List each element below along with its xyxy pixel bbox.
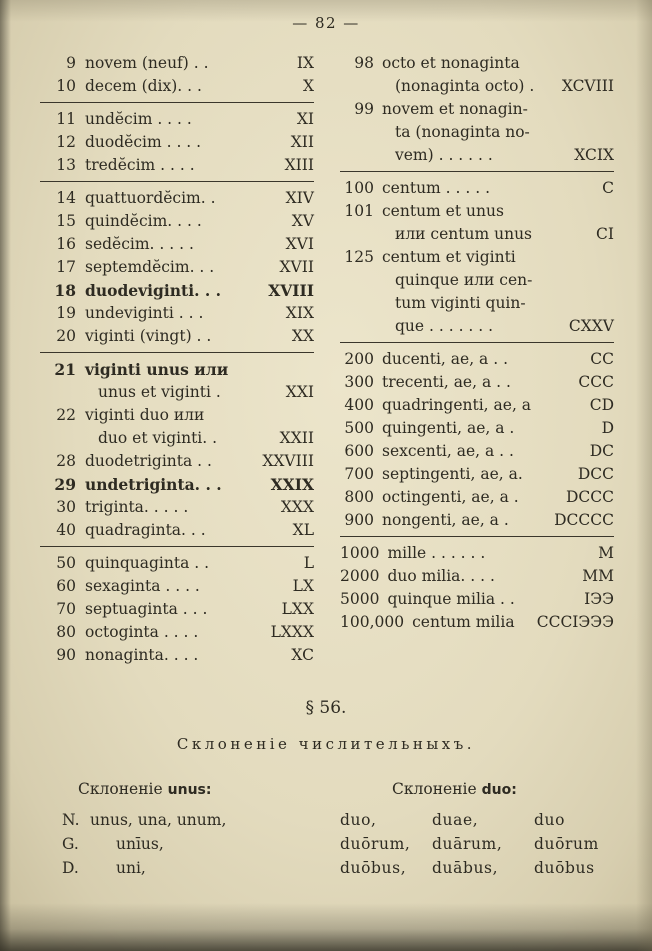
arabic-number: 90 bbox=[56, 646, 76, 664]
arabic-number: 600 bbox=[344, 442, 374, 460]
declension-row-duo bbox=[340, 856, 614, 880]
roman-numeral: XIV bbox=[285, 189, 314, 207]
latin-numeral-text: quadringenti, ae, a bbox=[382, 396, 532, 414]
arabic-number: 101 bbox=[344, 202, 374, 220]
numeral-row bbox=[40, 108, 314, 131]
arabic-number: 125 bbox=[344, 248, 374, 266]
arabic-number: 60 bbox=[56, 577, 76, 595]
roman-numeral: C bbox=[602, 179, 614, 197]
arabic-number: 100,000 bbox=[340, 613, 405, 631]
roman-numeral: XVI bbox=[285, 235, 314, 253]
numeral-row bbox=[340, 509, 614, 537]
latin-numeral-text: trecenti, ae, a . . bbox=[382, 373, 511, 391]
arabic-number: 2000 bbox=[340, 567, 380, 585]
roman-numeral: IX bbox=[296, 54, 314, 72]
latin-numeral-text: tum viginti quin- bbox=[395, 294, 526, 312]
arabic-number: 13 bbox=[56, 156, 76, 174]
roman-numeral: XII bbox=[290, 133, 314, 151]
latin-numeral-text: centum et viginti bbox=[382, 248, 516, 266]
numeral-row bbox=[40, 131, 314, 154]
numeral-row bbox=[40, 233, 314, 256]
latin-numeral-text: nongenti, ae, a . bbox=[382, 511, 509, 529]
declension-duo-column bbox=[340, 777, 614, 880]
roman-numeral: XIX bbox=[285, 304, 314, 322]
latin-numeral-text: undeviginti . . . bbox=[85, 304, 204, 322]
arabic-number: 700 bbox=[344, 465, 374, 483]
roman-numeral: XC bbox=[291, 646, 314, 664]
roman-numeral: XXI bbox=[285, 383, 314, 401]
roman-numeral: XI bbox=[296, 110, 314, 128]
numeral-row bbox=[340, 98, 614, 121]
declension-row-unus bbox=[40, 856, 314, 880]
numeral-row bbox=[340, 246, 614, 269]
numeral-row bbox=[40, 404, 314, 427]
latin-numeral-text: undetriginta. . . bbox=[85, 475, 222, 494]
numeral-row bbox=[40, 381, 314, 404]
numeral-row bbox=[340, 348, 614, 371]
case-label: D. bbox=[62, 859, 79, 877]
numeral-row bbox=[40, 75, 314, 103]
arabic-number: 15 bbox=[56, 212, 76, 230]
latin-numeral-text: novem et nonagin- bbox=[382, 100, 528, 118]
roman-numeral: DCCCC bbox=[554, 511, 614, 529]
duo-form-neuter: duo bbox=[534, 811, 566, 829]
latin-numeral-text: nonaginta. . . . bbox=[85, 646, 199, 664]
arabic-number: 1000 bbox=[340, 544, 380, 562]
roman-numeral: M bbox=[598, 544, 614, 562]
latin-numeral-text: viginti (vingt) . . bbox=[85, 327, 212, 345]
latin-numeral-text: decem (dix). . . bbox=[85, 77, 202, 95]
roman-numeral: CI bbox=[596, 225, 614, 243]
latin-numeral-text: mille . . . . . . bbox=[387, 544, 486, 562]
numeral-row bbox=[40, 325, 314, 353]
declension-lemma-unus: unus: bbox=[167, 782, 212, 798]
numeral-row bbox=[340, 315, 614, 343]
latin-numeral-text: quinque milia . . bbox=[387, 590, 515, 608]
arabic-number: 300 bbox=[344, 373, 374, 391]
roman-numeral: XVIII bbox=[268, 281, 314, 300]
page-number: — 82 — bbox=[292, 14, 360, 32]
numeral-row bbox=[340, 75, 614, 98]
roman-numeral: XIII bbox=[284, 156, 314, 174]
latin-numeral-text: sexaginta . . . . bbox=[85, 577, 200, 595]
latin-numeral-text: sedĕcim. . . . . bbox=[85, 235, 194, 253]
roman-numeral: X bbox=[302, 77, 314, 95]
numeral-row bbox=[340, 463, 614, 486]
numeral-row bbox=[340, 144, 614, 172]
arabic-number: 20 bbox=[56, 327, 76, 345]
latin-numeral-text: septemdĕcim. . . bbox=[85, 258, 215, 276]
latin-numeral-text: undĕcim . . . . bbox=[85, 110, 192, 128]
roman-numeral: DCCC bbox=[565, 488, 614, 506]
numeral-row bbox=[40, 519, 314, 547]
numeral-row bbox=[340, 611, 614, 634]
arabic-number: 11 bbox=[56, 110, 76, 128]
latin-numeral-text: duodeviginti. . . bbox=[85, 281, 222, 300]
latin-numeral-text: ducenti, ae, a . . bbox=[382, 350, 508, 368]
roman-numeral: D bbox=[601, 419, 614, 437]
arabic-number: 17 bbox=[56, 258, 76, 276]
duo-form-masculine: duo, bbox=[340, 811, 377, 829]
latin-numeral-text: или centum unus bbox=[395, 225, 533, 243]
declension-row-duo bbox=[340, 832, 614, 856]
numeral-row bbox=[40, 52, 314, 75]
roman-numeral: IЭЭ bbox=[584, 590, 614, 608]
latin-numeral-text: octingenti, ae, a . bbox=[382, 488, 519, 506]
latin-numeral-text: ta (nonaginta no- bbox=[395, 123, 530, 141]
numeral-row bbox=[340, 223, 614, 246]
declension-row-unus bbox=[40, 832, 314, 856]
roman-numeral: XXVIII bbox=[262, 452, 314, 470]
latin-numeral-text: triginta. . . . . bbox=[85, 498, 189, 516]
numeral-row bbox=[340, 565, 614, 588]
arabic-number: 30 bbox=[56, 498, 76, 516]
roman-numeral: XXII bbox=[279, 429, 314, 447]
arabic-number: 50 bbox=[56, 554, 76, 572]
latin-numeral-text: quadraginta. . . bbox=[85, 521, 206, 539]
numeral-row bbox=[340, 371, 614, 394]
numeral-row bbox=[40, 154, 314, 182]
roman-numeral: XV bbox=[291, 212, 314, 230]
latin-numeral-text: duo milia. . . . bbox=[387, 567, 495, 585]
numeral-row bbox=[40, 187, 314, 210]
numeral-row bbox=[40, 279, 314, 302]
numeral-row bbox=[40, 598, 314, 621]
duo-form-masculine: duōrum, bbox=[340, 835, 411, 853]
numeral-row bbox=[340, 269, 614, 292]
arabic-number: 400 bbox=[344, 396, 374, 414]
latin-numeral-text: viginti unus или bbox=[85, 360, 229, 379]
arabic-number: 70 bbox=[56, 600, 76, 618]
latin-numeral-text: octo et nonaginta bbox=[382, 54, 520, 72]
latin-numeral-text: viginti duo или bbox=[85, 406, 205, 424]
numerals-left-column bbox=[40, 52, 314, 667]
duo-form-neuter: duōbus bbox=[534, 859, 595, 877]
declension-unus-column bbox=[40, 777, 314, 880]
arabic-number: 500 bbox=[344, 419, 374, 437]
numerals-table bbox=[0, 32, 652, 667]
declension-header-label: Склоненіе bbox=[392, 780, 477, 798]
roman-numeral: CXXV bbox=[568, 317, 614, 335]
latin-numeral-text: quinque или cen- bbox=[395, 271, 533, 289]
numeral-row bbox=[40, 450, 314, 473]
section-title: Склоненіе числительныхъ. bbox=[176, 735, 476, 753]
arabic-number: 29 bbox=[54, 475, 76, 494]
roman-numeral: MM bbox=[582, 567, 614, 585]
arabic-number: 12 bbox=[56, 133, 76, 151]
roman-numeral: XXIX bbox=[270, 475, 314, 494]
numeral-row bbox=[340, 394, 614, 417]
numeral-row bbox=[40, 621, 314, 644]
arabic-number: 21 bbox=[54, 360, 76, 379]
numeral-row bbox=[340, 417, 614, 440]
latin-numeral-text: (nonaginta octo) . bbox=[395, 77, 535, 95]
numeral-row bbox=[40, 358, 314, 381]
latin-numeral-text: septuaginta . . . bbox=[85, 600, 208, 618]
duo-form-feminine: duārum, bbox=[432, 835, 503, 853]
unus-form: unus, una, unum, bbox=[90, 811, 227, 829]
duo-form-masculine: duōbus, bbox=[340, 859, 407, 877]
arabic-number: 200 bbox=[344, 350, 374, 368]
latin-numeral-text: quinquaginta . . bbox=[85, 554, 210, 572]
unus-form: uni, bbox=[116, 859, 146, 877]
numeral-row bbox=[40, 575, 314, 598]
roman-numeral: XVII bbox=[279, 258, 314, 276]
numeral-row bbox=[340, 200, 614, 223]
arabic-number: 10 bbox=[56, 77, 76, 95]
latin-numeral-text: tredĕcim . . . . bbox=[85, 156, 195, 174]
roman-numeral: XL bbox=[292, 521, 314, 539]
latin-numeral-text: duodetriginta . . bbox=[85, 452, 212, 470]
section-heading-block bbox=[0, 698, 652, 753]
arabic-number: 900 bbox=[344, 511, 374, 529]
numeral-row bbox=[40, 302, 314, 325]
numeral-row bbox=[40, 427, 314, 450]
arabic-number: 18 bbox=[54, 281, 76, 300]
latin-numeral-text: vem) . . . . . . bbox=[395, 146, 493, 164]
arabic-number: 80 bbox=[56, 623, 76, 641]
arabic-number: 9 bbox=[66, 54, 76, 72]
declension-duo-header bbox=[340, 777, 614, 802]
arabic-number: 99 bbox=[354, 100, 374, 118]
numeral-row bbox=[40, 496, 314, 519]
roman-numeral: CCC bbox=[578, 373, 614, 391]
arabic-number: 14 bbox=[56, 189, 76, 207]
duo-form-neuter: duōrum bbox=[534, 835, 599, 853]
declension-row-unus bbox=[40, 808, 314, 832]
arabic-number: 16 bbox=[56, 235, 76, 253]
numeral-row bbox=[340, 486, 614, 509]
roman-numeral: LX bbox=[292, 577, 314, 595]
case-label: G. bbox=[62, 835, 79, 853]
roman-numeral: CD bbox=[589, 396, 614, 414]
numeral-row bbox=[40, 256, 314, 279]
arabic-number: 19 bbox=[56, 304, 76, 322]
numeral-row bbox=[340, 121, 614, 144]
arabic-number: 28 bbox=[56, 452, 76, 470]
numeral-row bbox=[340, 52, 614, 75]
section-number: § 56. bbox=[305, 698, 347, 718]
arabic-number: 5000 bbox=[340, 590, 380, 608]
roman-numeral: LXX bbox=[281, 600, 314, 618]
roman-numeral: L bbox=[303, 554, 314, 572]
declension-row-duo bbox=[340, 808, 614, 832]
case-label: N. bbox=[62, 811, 80, 829]
roman-numeral: XX bbox=[291, 327, 314, 345]
latin-numeral-text: unus et viginti . bbox=[98, 383, 221, 401]
latin-numeral-text: duodĕcim . . . . bbox=[85, 133, 202, 151]
latin-numeral-text: duo et viginti. . bbox=[98, 429, 218, 447]
arabic-number: 100 bbox=[344, 179, 374, 197]
numeral-row bbox=[40, 210, 314, 233]
latin-numeral-text: octoginta . . . . bbox=[85, 623, 199, 641]
arabic-number: 800 bbox=[344, 488, 374, 506]
roman-numeral: XCIX bbox=[574, 146, 614, 164]
roman-numeral: DC bbox=[589, 442, 614, 460]
unus-form: unīus, bbox=[116, 835, 164, 853]
roman-numeral: DCC bbox=[577, 465, 614, 483]
latin-numeral-text: sexcenti, ae, a . . bbox=[382, 442, 514, 460]
latin-numeral-text: que . . . . . . . bbox=[395, 317, 494, 335]
numeral-row bbox=[340, 588, 614, 611]
numeral-row bbox=[40, 644, 314, 667]
latin-numeral-text: quindĕcim. . . . bbox=[85, 212, 202, 230]
numeral-row bbox=[40, 552, 314, 575]
latin-numeral-text: novem (neuf) . . bbox=[85, 54, 209, 72]
latin-numeral-text: centum . . . . . bbox=[382, 179, 491, 197]
roman-numeral: LXXX bbox=[270, 623, 314, 641]
roman-numeral: XCVIII bbox=[561, 77, 614, 95]
declension-table bbox=[0, 777, 652, 880]
duo-form-feminine: duābus, bbox=[432, 859, 499, 877]
arabic-number: 98 bbox=[354, 54, 374, 72]
declension-unus-header bbox=[40, 777, 314, 802]
roman-numeral: XXX bbox=[280, 498, 314, 516]
numeral-row bbox=[340, 440, 614, 463]
declension-header-label: Склоненіе bbox=[78, 780, 163, 798]
duo-form-feminine: duae, bbox=[432, 811, 479, 829]
latin-numeral-text: centum et unus bbox=[382, 202, 504, 220]
latin-numeral-text: centum milia bbox=[412, 613, 515, 631]
numeral-row bbox=[340, 292, 614, 315]
latin-numeral-text: quingenti, ae, a . bbox=[382, 419, 515, 437]
latin-numeral-text: septingenti, ae, a. bbox=[382, 465, 523, 483]
numerals-right-column bbox=[340, 52, 614, 667]
declension-lemma-duo: duo: bbox=[481, 782, 517, 798]
arabic-number: 22 bbox=[56, 406, 76, 424]
latin-numeral-text: quattuordĕcim. . bbox=[85, 189, 216, 207]
numeral-row bbox=[340, 177, 614, 200]
arabic-number: 40 bbox=[56, 521, 76, 539]
roman-numeral: CC bbox=[590, 350, 614, 368]
numeral-row bbox=[340, 542, 614, 565]
roman-numeral: CCCIЭЭЭ bbox=[536, 613, 614, 631]
numeral-row bbox=[40, 473, 314, 496]
